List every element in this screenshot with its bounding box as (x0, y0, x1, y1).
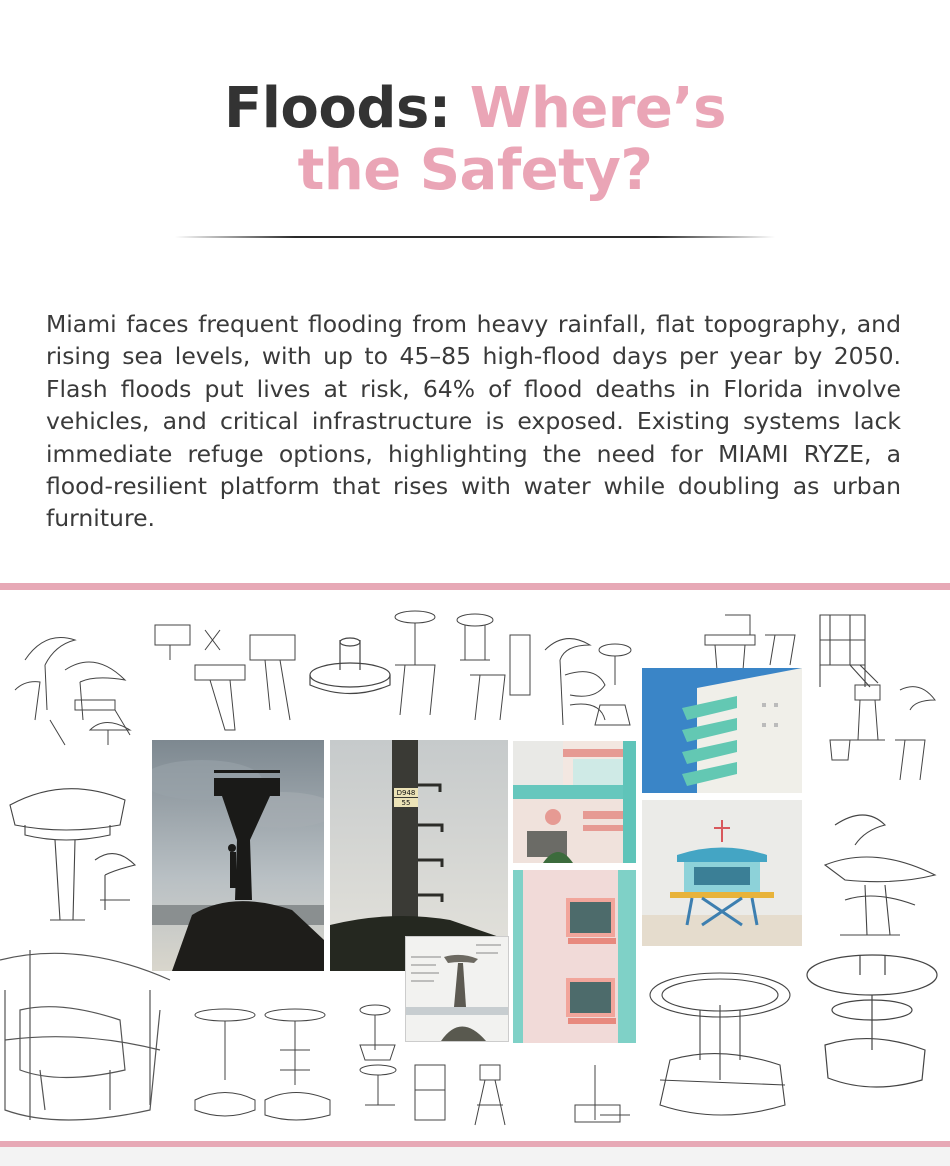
sketch-box-tower (810, 605, 880, 690)
sketch-lounge-seat (0, 920, 175, 1130)
sketch-bottom-towers (405, 1060, 550, 1130)
photo-art-deco-building (513, 741, 636, 863)
sketch-spiral-stands (350, 1000, 405, 1110)
title-pink-word: Where’s (469, 76, 727, 141)
sketch-lookout-towers (385, 605, 535, 725)
intro-highlight: MIAMI RYZE (718, 439, 864, 468)
pole-label-bottom: 55 (401, 799, 411, 807)
sketch-seat-towers (185, 1000, 350, 1125)
intro-text-part2: , a flood-resilient platform that rises with water while doubling as urban furniture. (46, 439, 902, 533)
top-pink-band (0, 583, 950, 590)
title-pink-line: the Safety? (297, 138, 653, 203)
sketch-bottom-pole (560, 1060, 635, 1130)
sketch-spiral-canopy-right (805, 805, 945, 945)
sketch-canopy-cluster (5, 620, 145, 750)
page-title (0, 78, 950, 202)
sketch-large-canopy (5, 780, 145, 930)
sketch-round-platform (305, 630, 395, 705)
photo-lifeguard-tower (642, 800, 802, 946)
inspiration-collage (0, 590, 950, 1141)
sketch-small-towers-right (820, 680, 945, 790)
title-dark-word: Floods: (223, 76, 451, 141)
photo-sketch-tower (405, 936, 509, 1042)
sketch-platform-towers (150, 620, 300, 740)
intro-text-part1: Miami faces frequent flooding from heavy rainfall, flat topography, and rising sea levels, with up to 45–85 high-flood days per year by 2050. Flash floods put lives at risk, 64% of flood deaths in Florida involve vehicles, and critical infrastructure is exposed. Existing systems lack immediate refuge options, highlighting the need for (46, 310, 901, 468)
sketch-round-lid-pavilion (640, 960, 800, 1130)
photo-pink-tiled-facade (513, 870, 636, 1043)
photo-teal-stepped-building (642, 668, 802, 793)
title-divider (175, 236, 775, 238)
intro-paragraph (46, 308, 901, 535)
page-footer-strip (0, 1147, 950, 1166)
sketch-round-table-right (800, 950, 945, 1100)
pole-label-top: D948 (396, 789, 416, 797)
sketch-spiral-stair (535, 625, 635, 735)
photo-silhouette-tower (152, 740, 324, 971)
sketch-elevated-deck (695, 605, 805, 675)
